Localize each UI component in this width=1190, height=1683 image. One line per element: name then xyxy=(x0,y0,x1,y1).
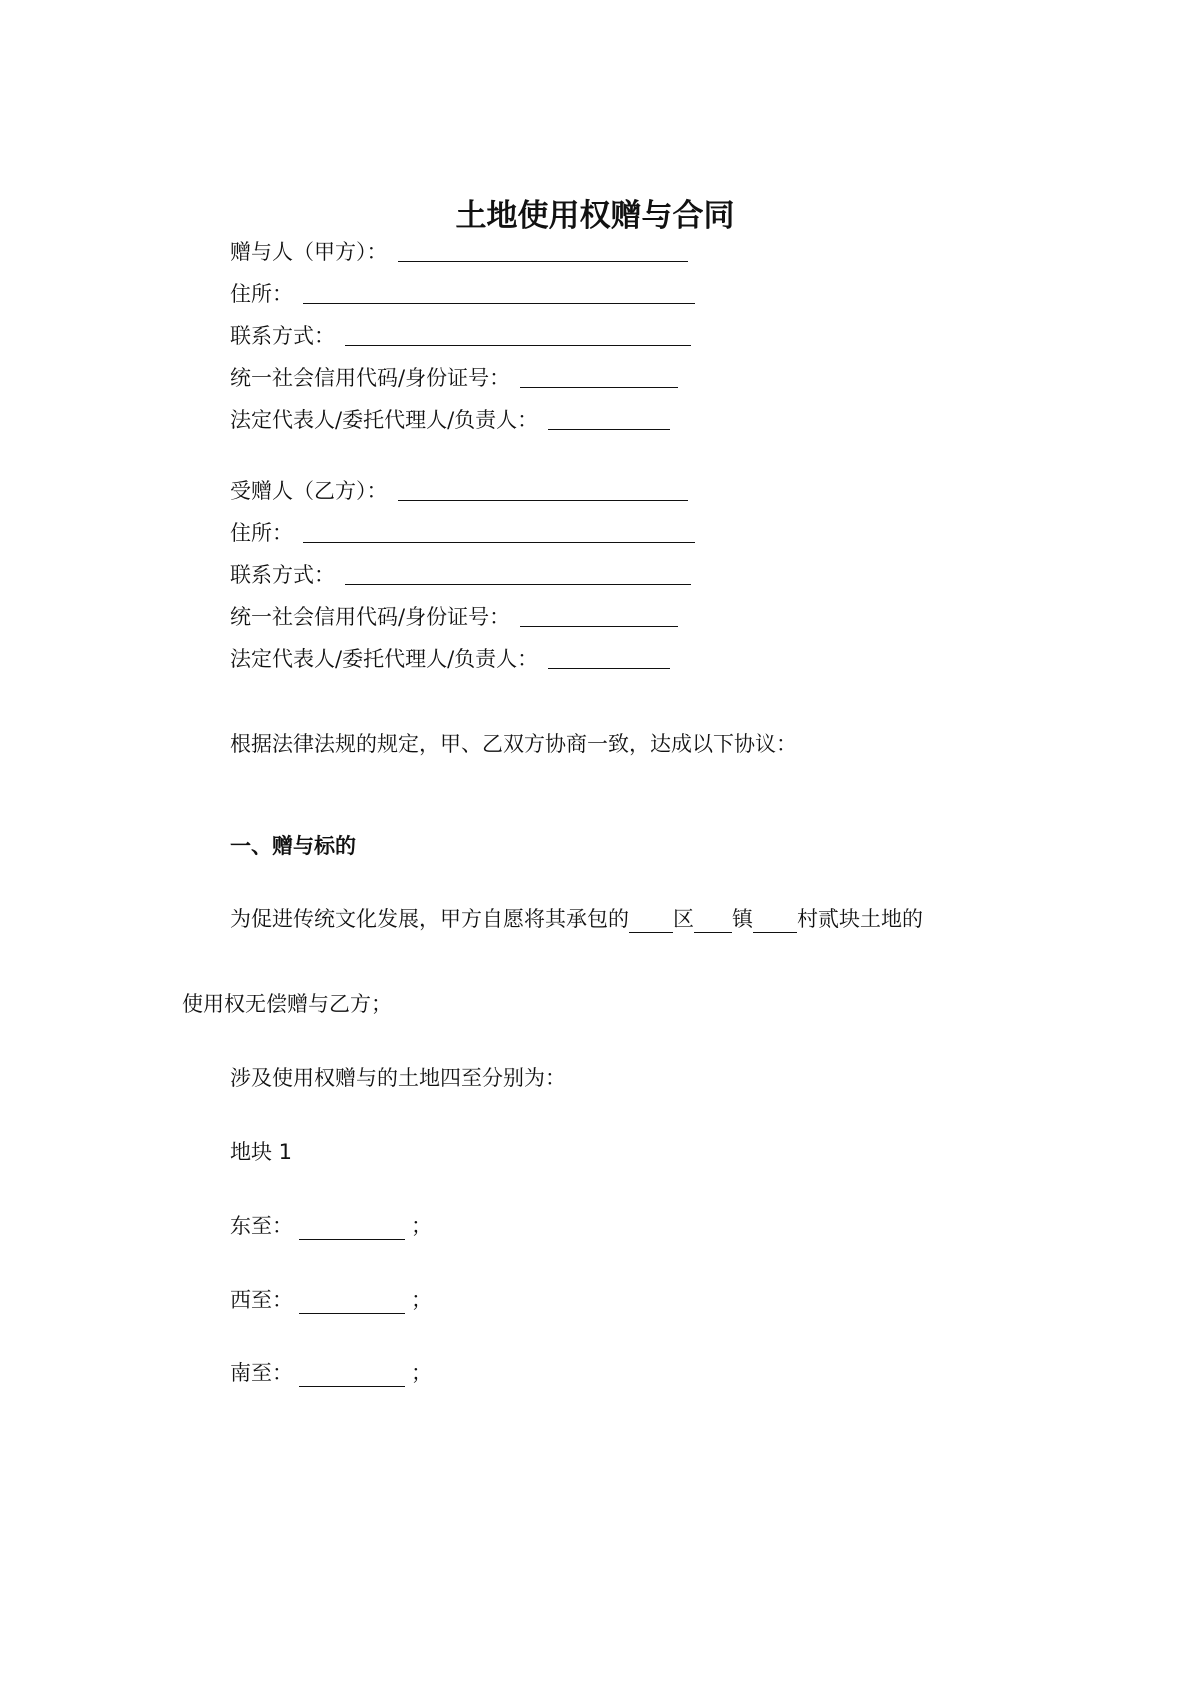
district-blank[interactable] xyxy=(629,910,673,933)
town-blank[interactable] xyxy=(694,910,732,933)
party-b-name-blank[interactable] xyxy=(398,499,688,501)
field-label: 法定代表人/委托代理人/负责人： xyxy=(230,647,539,671)
party-b-contact-blank[interactable] xyxy=(345,583,691,585)
party-a-address-field xyxy=(230,278,695,308)
section-heading: 一、赠与标的 xyxy=(230,834,356,858)
party-a-address-blank[interactable] xyxy=(303,302,695,304)
boundary-label: 南至： xyxy=(230,1361,293,1385)
boundary-label: 东至： xyxy=(230,1214,293,1238)
field-label: 住所： xyxy=(230,521,293,545)
boundary-end: ； xyxy=(411,1288,432,1312)
party-a-representative-field xyxy=(230,404,670,434)
field-label: 法定代表人/委托代理人/负责人： xyxy=(230,408,539,432)
east-boundary-blank[interactable] xyxy=(299,1217,405,1240)
boundary-west xyxy=(230,1284,432,1314)
party-b-representative-field xyxy=(230,643,670,673)
party-a-contact-field xyxy=(230,320,691,350)
boundary-end: ； xyxy=(411,1361,432,1385)
field-label: 统一社会信用代码/身份证号： xyxy=(230,605,511,629)
field-label: 赠与人（甲方）： xyxy=(230,240,388,264)
field-label: 住所： xyxy=(230,282,293,306)
party-b-contact-field xyxy=(230,559,691,589)
party-b-address-blank[interactable] xyxy=(303,541,695,543)
paragraph-text: 为促进传统文化发展，甲方自愿将其承包的 xyxy=(230,907,629,931)
boundary-label: 西至： xyxy=(230,1288,293,1312)
boundary-east xyxy=(230,1210,432,1240)
village-blank[interactable] xyxy=(753,910,797,933)
boundary-south xyxy=(230,1357,432,1387)
party-a-name-field xyxy=(230,236,688,266)
boundary-end: ； xyxy=(411,1214,432,1238)
gift-subject-paragraph xyxy=(230,903,923,933)
district-label: 区 xyxy=(673,907,694,931)
field-label: 联系方式： xyxy=(230,324,335,348)
preamble-paragraph: 根据法律法规的规定，甲、乙双方协商一致，达成以下协议： xyxy=(230,732,797,756)
party-b-id-field xyxy=(230,601,678,631)
party-a-id-field xyxy=(230,362,678,392)
party-b-id-blank[interactable] xyxy=(520,625,678,627)
party-b-representative-blank[interactable] xyxy=(548,667,670,669)
boundaries-intro: 涉及使用权赠与的土地四至分别为： xyxy=(230,1066,566,1090)
party-a-representative-blank[interactable] xyxy=(548,428,670,430)
party-a-contact-blank[interactable] xyxy=(345,344,691,346)
field-label: 受赠人（乙方）： xyxy=(230,479,388,503)
paragraph-text: 村贰块土地的 xyxy=(797,907,923,931)
field-label: 联系方式： xyxy=(230,563,335,587)
plot-label: 地块 1 xyxy=(230,1140,293,1164)
south-boundary-blank[interactable] xyxy=(299,1364,405,1387)
party-b-name-field xyxy=(230,475,688,505)
document-title: 土地使用权赠与合同 xyxy=(455,198,735,234)
party-a-name-blank[interactable] xyxy=(398,260,688,262)
town-label: 镇 xyxy=(732,907,753,931)
party-a-id-blank[interactable] xyxy=(520,386,678,388)
field-label: 统一社会信用代码/身份证号： xyxy=(230,366,511,390)
gift-subject-continuation: 使用权无偿赠与乙方； xyxy=(182,992,392,1016)
west-boundary-blank[interactable] xyxy=(299,1291,405,1314)
party-b-address-field xyxy=(230,517,695,547)
